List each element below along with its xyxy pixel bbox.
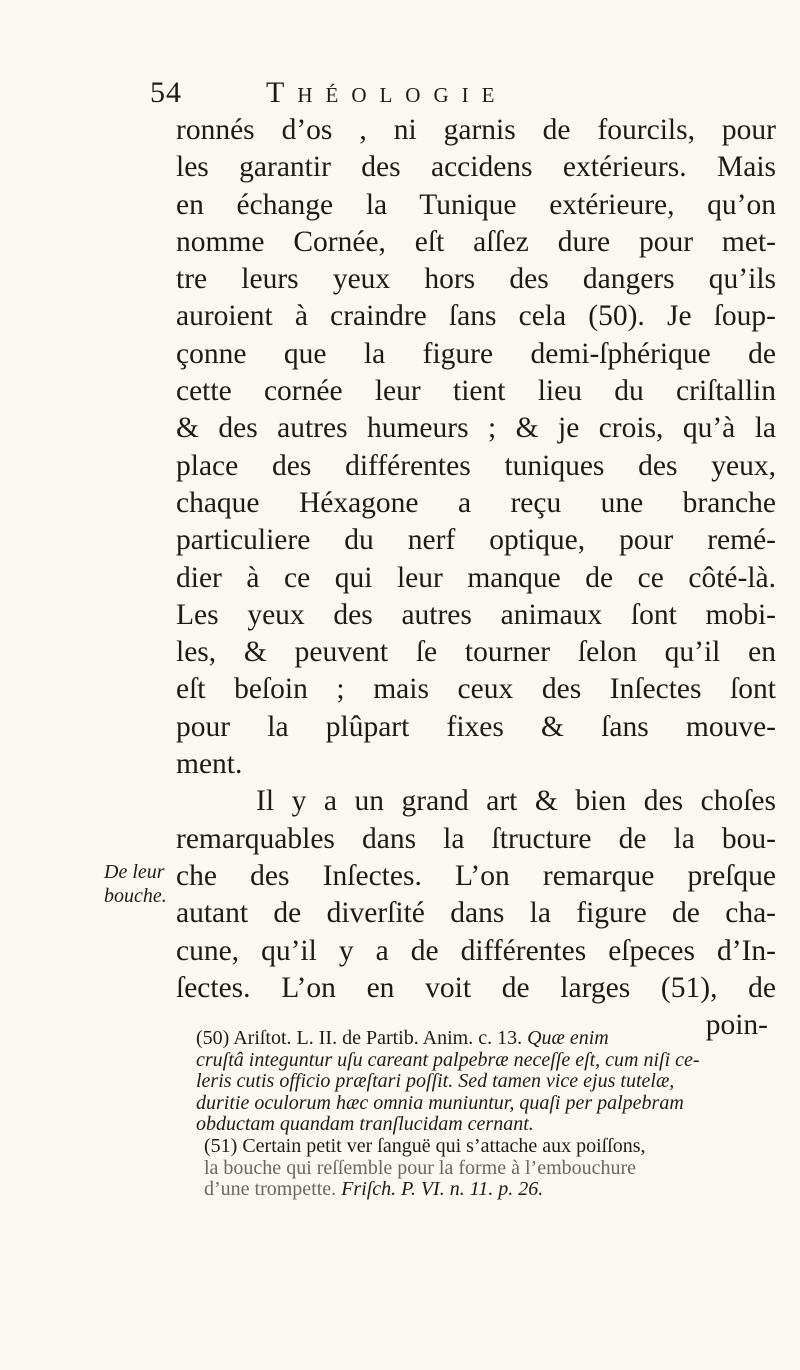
text-line: pour la plûpart fixes & ſans mouve- [176,710,776,743]
text-line: en échange la Tunique extérieure, qu’on [176,188,776,221]
text-line: remarquables dans la ſtructure de la bou- [176,822,776,855]
text-line: autant de diverſité dans la figure de cha- [176,897,776,930]
footnote-line: leris cutis officio præſtari poſſit. Sed tamen vice ejus tutelæ, [196,1070,675,1093]
text-line: çonne que la figure demi-ſphérique de [176,337,776,370]
footnote-line: (51) Certain petit ver ſanguë qui s’attache aux poiſſons, [204,1134,646,1157]
footnote-line: la bouche qui reſſemble pour la forme à l’embouchure [204,1156,637,1179]
text-line: place des différentes tuniques des yeux, [176,449,776,482]
running-head-title: Théologie [266,76,508,109]
text-line: Il y a un grand art & bien des choſes [256,785,776,818]
footnote-51-text-end: d’une trompette. [204,1178,337,1201]
text-line: les, & peuvent ſe tourner ſelon qu’il en [176,636,776,669]
footnote-line: obductam quandam tranſlucidam cernant. [196,1113,534,1136]
text-line: nomme Cornée, eſt aſſez dure pour met- [176,225,776,258]
text-line: eſt beſoin ; mais ceux des Inſectes ſont [176,673,776,706]
text-line: les garantir des accidens extérieurs. Mais [176,151,776,184]
footnotes [196,1028,780,1201]
text-line: ment. [176,748,243,781]
text-line: tre leurs yeux hors des dangers qu’ils [176,263,776,296]
body-text [176,112,776,1044]
text-line: che des Inſectes. L’on remarque preſque [176,859,776,892]
text-line: cune, qu’il y a de différentes eſpeces d’In- [176,934,776,967]
footnote-line: cruſtâ integuntur uſu careant palpebræ neceſſe eſt, cum niſi ce- [196,1048,700,1071]
marginal-note-line: bouche. [104,885,167,907]
catchword: poin- [705,1009,768,1042]
page-number: 54 [150,76,182,109]
text-line: & des autres humeurs ; & je crois, qu’à la [176,412,776,445]
footnote-50-quote-start: Quæ enim [527,1027,609,1049]
text-line: chaque Héxagone a reçu une branche [176,486,776,519]
text-line: dier à ce qui leur manque de ce côté-là. [176,561,776,594]
footnote-line: duritie oculorum hæc omnia muniuntur, quaſi per palpebram [196,1091,684,1114]
text-line: cette cornée leur tient lieu du criſtallin [176,375,776,408]
text-line: Les yeux des autres animaux ſont mobi- [176,598,776,631]
text-line: particuliere du nerf optique, pour remé- [176,524,776,557]
running-head [150,76,610,112]
text-line: ronnés d’os , ni garnis de fourcils, pour [176,114,776,146]
text-line: ſectes. L’on en voit de larges (51), de [176,971,776,1004]
footnote-line [196,1179,780,1201]
marginal-note [104,860,176,908]
marginal-note-line: De leur [104,861,165,883]
footnote-51-reference: Friſch. P. VI. n. 11. p. 26. [341,1178,544,1201]
footnote-50-reference: (50) Ariſtot. L. II. de Partib. Anim. c. 13. [196,1027,523,1049]
text-line: auroient à craindre ſans cela (50). Je ſoup- [176,300,776,333]
footnote-line [196,1028,780,1050]
